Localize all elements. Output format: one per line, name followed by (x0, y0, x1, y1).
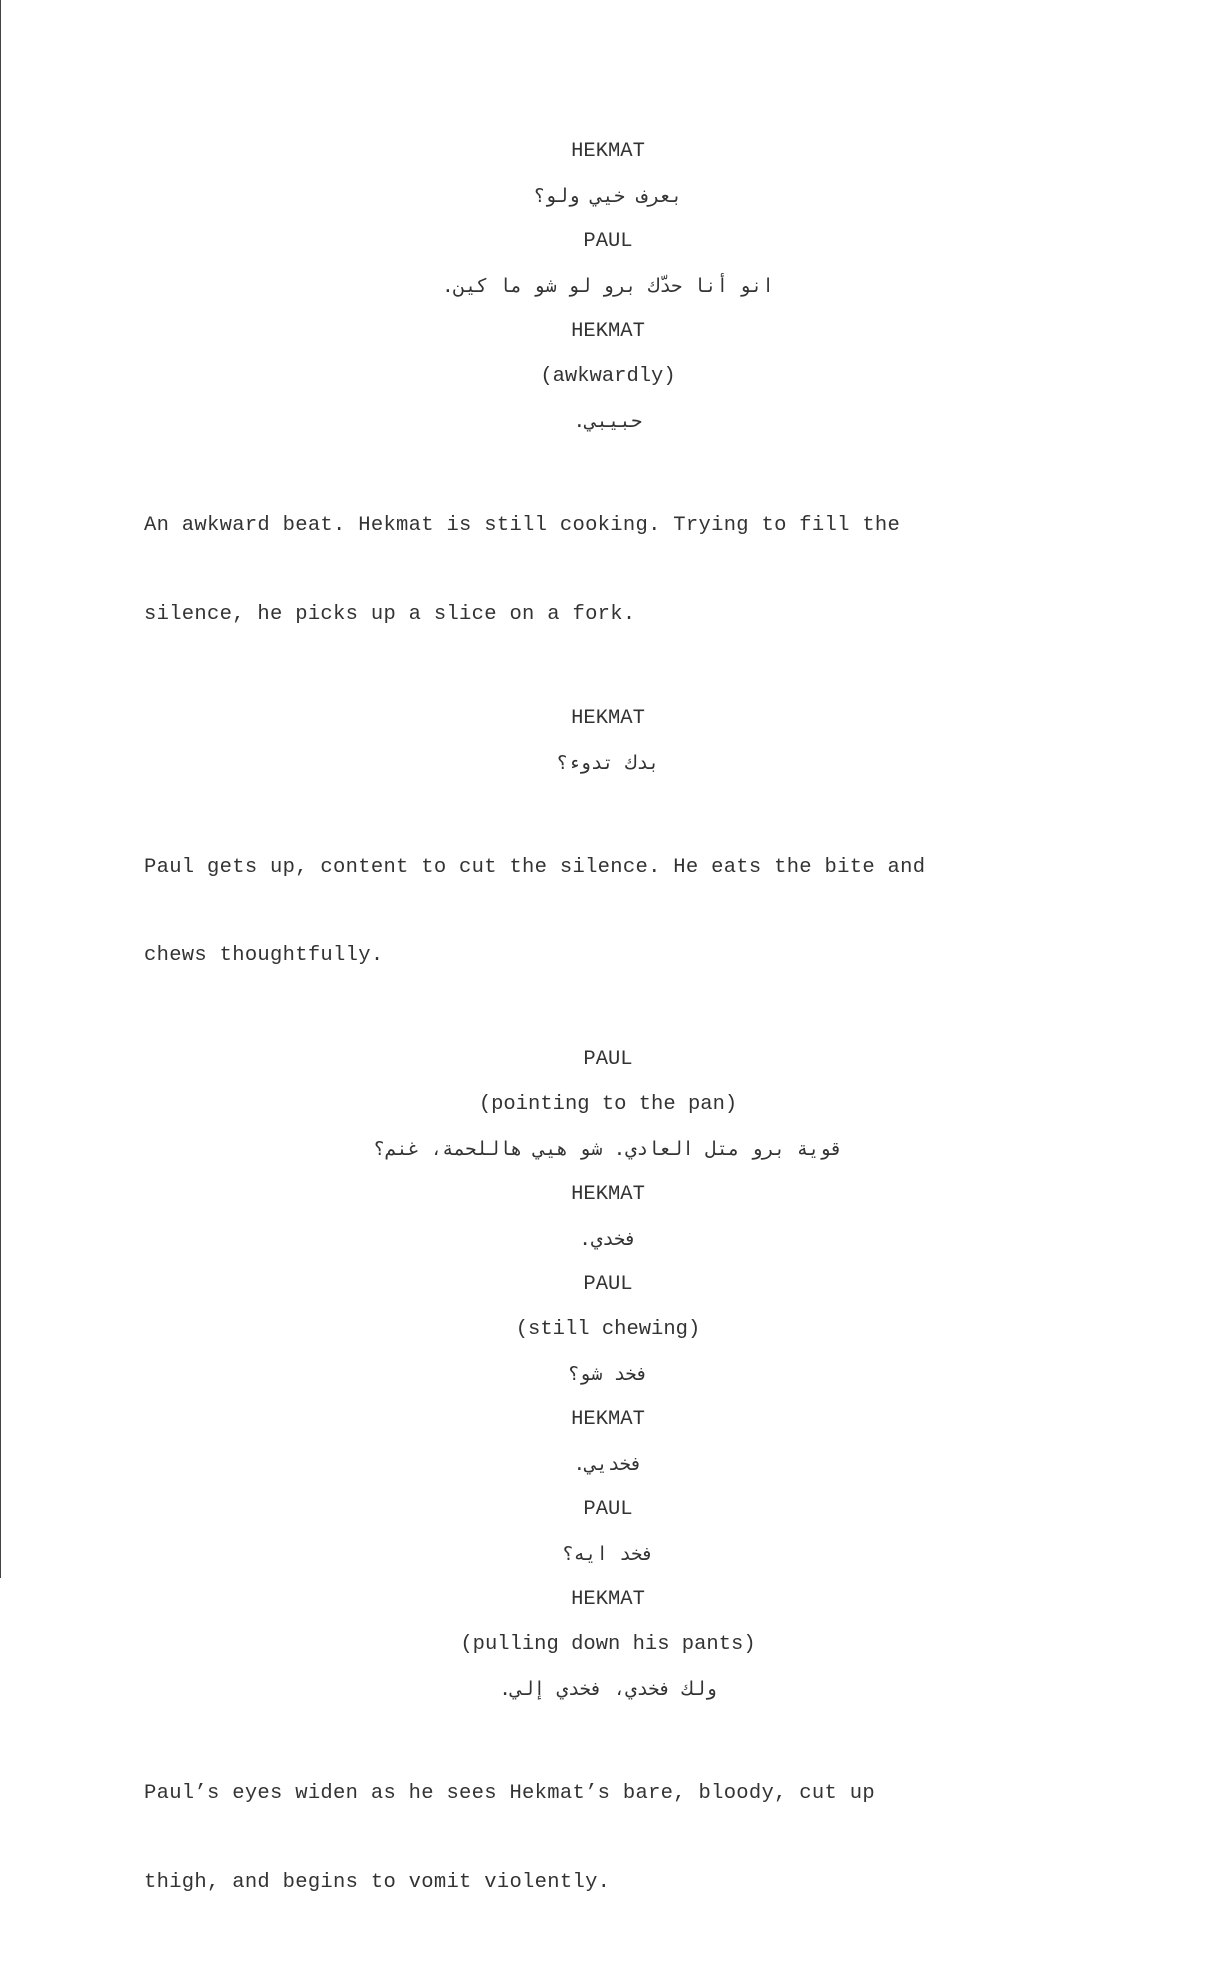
dialogue-line: فخد ايه؟ (562, 1543, 654, 1565)
character-name: HEKMAT (571, 140, 645, 163)
action-line: silence, he picks up a slice on a fork. (144, 602, 636, 626)
character-name: PAUL (583, 230, 633, 253)
dialogue-line: انو أنا حدّك برو لو شو ما كين. (442, 275, 774, 297)
action-block (144, 452, 1044, 688)
parenthetical: (pointing to the pan) (478, 1093, 738, 1116)
action-line: Paul gets up, content to cut the silence. He eats the bite and (144, 855, 926, 879)
character-name: HEKMAT (571, 1408, 645, 1431)
dialogue-line: ولك فخدي، فخدي إلي. (499, 1678, 717, 1700)
character-name: HEKMAT (571, 1588, 645, 1611)
dialogue-line: قوية برو متل العادي. شو هيي هاللحمة، غنم؟ (373, 1138, 843, 1160)
character-name: HEKMAT (571, 320, 645, 343)
character-name: PAUL (583, 1048, 633, 1071)
dialogue-line: فخد شو؟ (567, 1363, 649, 1385)
action-line: An awkward beat. Hekmat is still cooking. Trying to fill the (144, 514, 901, 537)
action-line: thigh, and begins to vomit violently. (144, 1870, 611, 1894)
parenthetical: (still chewing) (515, 1318, 701, 1341)
parenthetical: (pulling down his pants) (460, 1633, 756, 1656)
character-name: HEKMAT (571, 1183, 645, 1206)
dialogue-line: حبيبي. (573, 410, 643, 432)
character-name: PAUL (583, 1498, 633, 1521)
action-block (144, 794, 1044, 1030)
parenthetical: (awkwardly) (540, 365, 676, 388)
dialogue-line: بعرف خيي ولو؟ (533, 185, 683, 207)
action-line: Paul’s eyes widen as he sees Hekmat’s bare, bloody, cut up (144, 1782, 875, 1805)
character-name: HEKMAT (571, 706, 645, 730)
page-left-edge (0, 0, 1, 1578)
action-block (144, 1720, 1044, 1956)
character-name: PAUL (583, 1273, 633, 1296)
dialogue-line: فخديي. (573, 1453, 643, 1475)
action-line: chews thoughtfully. (144, 944, 384, 967)
screenplay-body (144, 137, 1072, 1972)
dialogue-line: بدك تدوء؟ (556, 751, 660, 774)
dialogue-line: فخدي. (579, 1228, 637, 1250)
